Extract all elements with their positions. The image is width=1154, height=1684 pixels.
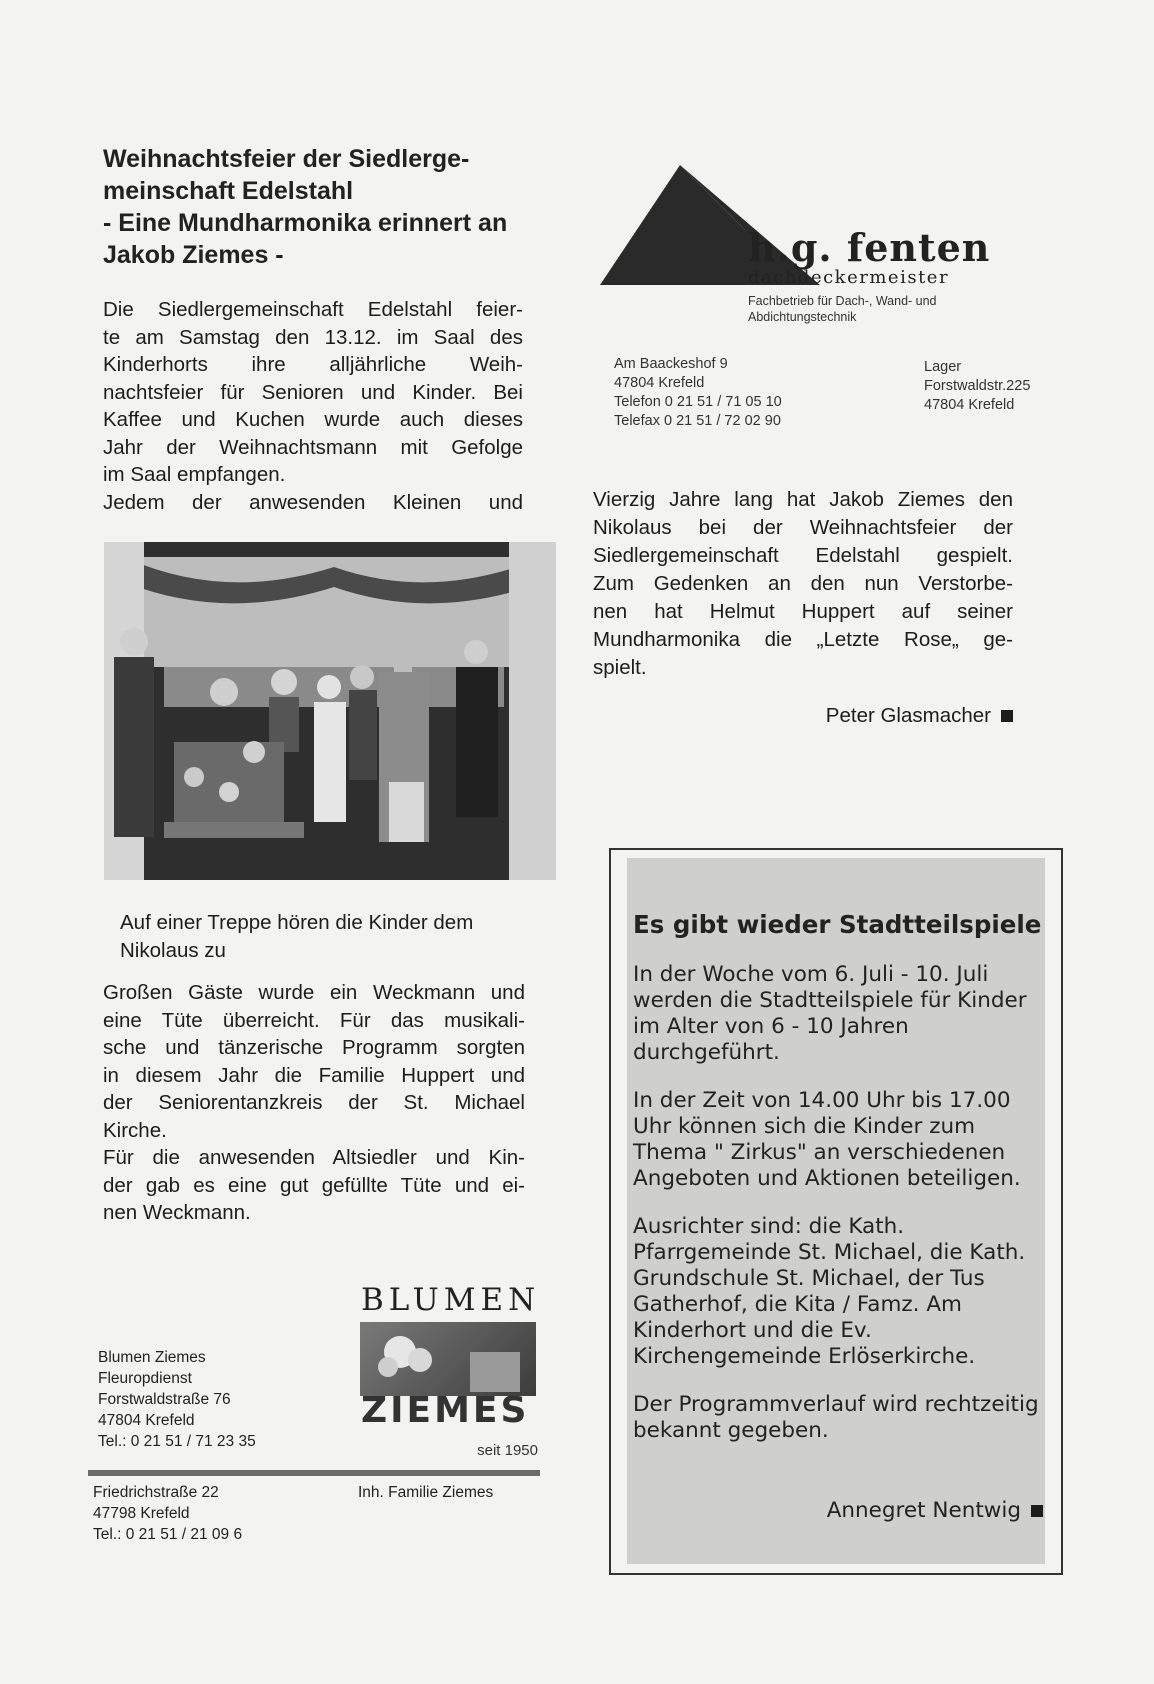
text-line: Für die anwesenden Altsiedler und Kin- [103, 1146, 525, 1169]
box-author-name: Annegret Nentwig [826, 1498, 1021, 1523]
info-line: Fleuropdienst [98, 1370, 192, 1387]
box-body [633, 962, 1043, 1466]
info-line: Tel.: 0 21 51 / 71 23 35 [98, 1433, 256, 1450]
info-line: Blumen Ziemes [98, 1349, 206, 1366]
text-line: Die Siedlergemeinschaft Edelstahl feier- [103, 298, 523, 321]
box-paragraph: In der Zeit von 14.00 Uhr bis 17.00 Uhr können sich die Kinder zum Thema " Zirkus" an verschiedenen Angeboten und Aktionen beteiligen. [633, 1088, 1021, 1191]
headline-line: Weihnachtsfeier der Siedlerge- [103, 145, 470, 173]
box-paragraph: Ausrichter sind: die Kath. Pfarrgemeinde St. Michael, die Kath. Grundschule St. Michael, der Tus Gatherhof, die Kita / Famz. Am Kinderhort und die Ev. Kirchengemeinde Erlöserkirche. [633, 1214, 1026, 1369]
author-name: Peter Glasmacher [825, 704, 991, 727]
info-line: Forstwaldstraße 76 [98, 1391, 231, 1408]
text-line: Kinderhorts ihre alljährliche Weih- [103, 353, 523, 376]
flower-photo [360, 1322, 536, 1396]
fenten-lager [924, 358, 1030, 415]
subtitle-line: Fachbetrieb für Dach-, Wand- und [748, 294, 937, 308]
fenten-address [614, 355, 782, 431]
text-line: der gab es eine gut gefüllte Tüte und ei- [103, 1173, 525, 1197]
text-line: nen hat Helmut Huppert auf seiner [593, 600, 1013, 623]
fenten-brand: h.g. fenten [748, 225, 991, 270]
caption-line: Auf einer Treppe hören die Kinder dem [120, 911, 474, 934]
text-line: eine Tüte überreicht. Für das musikali- [103, 1008, 525, 1032]
text-line: Großen Gäste wurde ein Weckmann und [103, 981, 525, 1004]
flower-icon [360, 1322, 536, 1396]
event-photo [104, 542, 556, 880]
address-line: Telefax 0 21 51 / 72 02 90 [614, 413, 781, 429]
lager-line: 47804 Krefeld [924, 397, 1015, 413]
headline-line: - Eine Mundharmonika erinnert an [103, 209, 508, 237]
blumen-ziemes-advertisement [88, 1272, 544, 1552]
text-line: Zum Gedenken an den nun Verstorbe- [593, 572, 1013, 595]
photo-illustration [104, 542, 556, 880]
headline-line: meinschaft Edelstahl [103, 177, 354, 205]
fenten-subtitle [748, 293, 1038, 325]
blumen-owner: Inh. Familie Ziemes [358, 1484, 494, 1501]
info-line: 47798 Krefeld [93, 1505, 190, 1522]
text-line: Kirche. [103, 1118, 167, 1142]
text-line: spielt. [593, 656, 647, 679]
text-line: Nikolaus bei der Weihnachtsfeier der [593, 516, 1013, 539]
box-paragraph: In der Woche vom 6. Juli - 10. Juli werden die Stadtteilspiele für Kinder im Alter von 6 - 10 Jahren durchgeführt. [633, 962, 1027, 1065]
divider-bar [88, 1470, 540, 1476]
box-author [827, 1498, 1043, 1523]
info-line: Tel.: 0 21 51 / 21 09 6 [93, 1526, 243, 1543]
end-square-icon [1001, 710, 1013, 722]
caption-line: Nikolaus zu [120, 939, 226, 962]
blumen-info-2 [93, 1482, 242, 1545]
info-line: Friedrichstraße 22 [93, 1484, 219, 1501]
blumen-since: seit 1950 [477, 1442, 538, 1459]
text-line: in diesem Jahr die Familie Huppert und [103, 1063, 525, 1087]
blumen-info [98, 1347, 256, 1452]
text-line: Vierzig Jahre lang hat Jakob Ziemes den [593, 488, 1013, 511]
text-line: der Seniorentanzkreis der St. Michael [103, 1091, 525, 1114]
text-line: Jahr der Weihnachtsmann mit Gefolge [103, 435, 523, 459]
end-square-icon [1031, 1505, 1043, 1517]
article-paragraph-1 [103, 296, 523, 516]
fenten-trade: dachdeckermeister [748, 267, 950, 288]
lager-line: Forstwaldstr.225 [924, 378, 1031, 394]
headline-line: Jakob Ziemes - [103, 241, 284, 269]
blumen-logo-bottom: ZIEMES [361, 1390, 530, 1431]
fenten-advertisement [600, 145, 1050, 465]
text-line: Kaffee und Kuchen wurde auch dieses [103, 408, 523, 431]
article-headline [103, 143, 543, 271]
lager-line: Lager [924, 359, 962, 375]
box-paragraph: Der Programmverlauf wird rechtzeitig bekannt gegeben. [633, 1392, 1039, 1443]
article-paragraph-3 [593, 486, 1013, 682]
text-line: te am Samstag den 13.12. im Saal des [103, 325, 523, 349]
box-shaded-area [627, 858, 1045, 1564]
stadtteilspiele-box [609, 848, 1063, 1575]
address-line: Am Baackeshof 9 [614, 356, 728, 372]
text-line: Siedlergemeinschaft Edelstahl gespielt. [593, 544, 1013, 567]
photo-caption [120, 909, 550, 965]
article-paragraph-2 [103, 979, 525, 1227]
text-line: sche und tänzerische Programm sorgten [103, 1036, 525, 1059]
text-line: nachtsfeier für Senioren und Kinder. Bei [103, 380, 523, 404]
blumen-logo-top: BLUMEN [361, 1282, 541, 1318]
text-line: Mundharmonika die „Letzte Rose„ ge- [593, 628, 1013, 651]
text-line: nen Weckmann. [103, 1201, 251, 1224]
text-line: im Saal empfangen. [103, 463, 286, 486]
text-line: Jedem der anwesenden Kleinen und [103, 490, 523, 514]
address-line: Telefon 0 21 51 / 71 05 10 [614, 394, 782, 410]
box-title: Es gibt wieder Stadtteilspiele [633, 910, 1042, 939]
article-author [593, 704, 1013, 728]
info-line: 47804 Krefeld [98, 1412, 195, 1429]
subtitle-line: Abdichtungstechnik [748, 310, 857, 324]
address-line: 47804 Krefeld [614, 375, 705, 391]
